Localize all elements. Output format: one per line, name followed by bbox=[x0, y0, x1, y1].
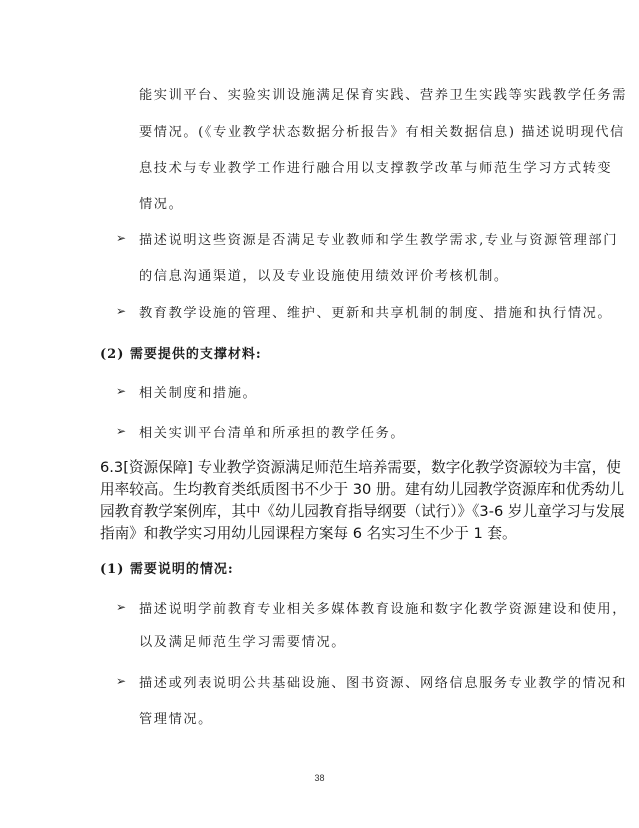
paragraph-line: 情况。 bbox=[139, 197, 184, 212]
section-6-3-line: 用率较高。生均教育类纸质图书不少于 30 册。建有幼儿园教学资源库和优秀幼儿 bbox=[100, 481, 625, 498]
paragraph-line: 息技术与专业教学工作进行融合用以支撑教学改革与师范生学习方式转变 bbox=[139, 161, 613, 176]
bullet-arrow-icon: ➢ bbox=[116, 600, 127, 614]
subheading-explain: (1) 需要说明的情况: bbox=[100, 562, 234, 577]
bullet-arrow-icon: ➢ bbox=[116, 674, 127, 688]
bullet-item-line: 描述或列表说明公共基础设施、图书资源、网络信息服务专业教学的情况和 bbox=[139, 676, 627, 691]
paragraph-line: 能实训平台、实验实训设施满足保育实践、营养卫生实践等实践教学任务需 bbox=[139, 88, 627, 103]
subheading-materials: (2) 需要提供的支撑材料: bbox=[100, 347, 262, 362]
bullet-item-line: 相关实训平台清单和所承担的教学任务。 bbox=[139, 426, 406, 441]
bullet-arrow-icon: ➢ bbox=[116, 424, 127, 438]
bullet-item-line: 相关制度和措施。 bbox=[139, 386, 258, 401]
bullet-item-line: 描述说明这些资源是否满足专业教师和学生教学需求,专业与资源管理部门 bbox=[139, 233, 618, 248]
section-6-3-line: 园教育教学案例库，其中《幼儿园教育指导纲要（试行）》《3-6 岁儿童学习与发展 bbox=[100, 503, 625, 520]
bullet-item-line: 管理情况。 bbox=[139, 712, 213, 727]
bullet-item-line: 以及满足师范生学习需要情况。 bbox=[139, 635, 347, 650]
section-6-3-line: 6.3[资源保障] 专业教学资源满足师范生培养需要，数字化教学资源较为丰富，使 bbox=[100, 459, 621, 476]
bullet-item-line: 的信息沟通渠道，以及专业设施使用绩效评价考核机制。 bbox=[139, 269, 509, 284]
bullet-item-line: 描述说明学前教育专业相关多媒体教育设施和数字化教学资源建设和使用， bbox=[139, 602, 627, 617]
bullet-arrow-icon: ➢ bbox=[116, 231, 127, 245]
paragraph-line: 要情况。(《专业教学状态数据分析报告》有相关数据信息) 描述说明现代信 bbox=[139, 125, 625, 140]
page-number: 38 bbox=[314, 773, 325, 783]
bullet-arrow-icon: ➢ bbox=[116, 304, 127, 318]
bullet-arrow-icon: ➢ bbox=[116, 384, 127, 398]
bullet-item-line: 教育教学设施的管理、维护、更新和共享机制的制度、措施和执行情况。 bbox=[139, 306, 613, 321]
section-6-3-line: 指南》和教学实习用幼儿园课程方案每 6 名实习生不少于 1 套。 bbox=[100, 525, 517, 542]
